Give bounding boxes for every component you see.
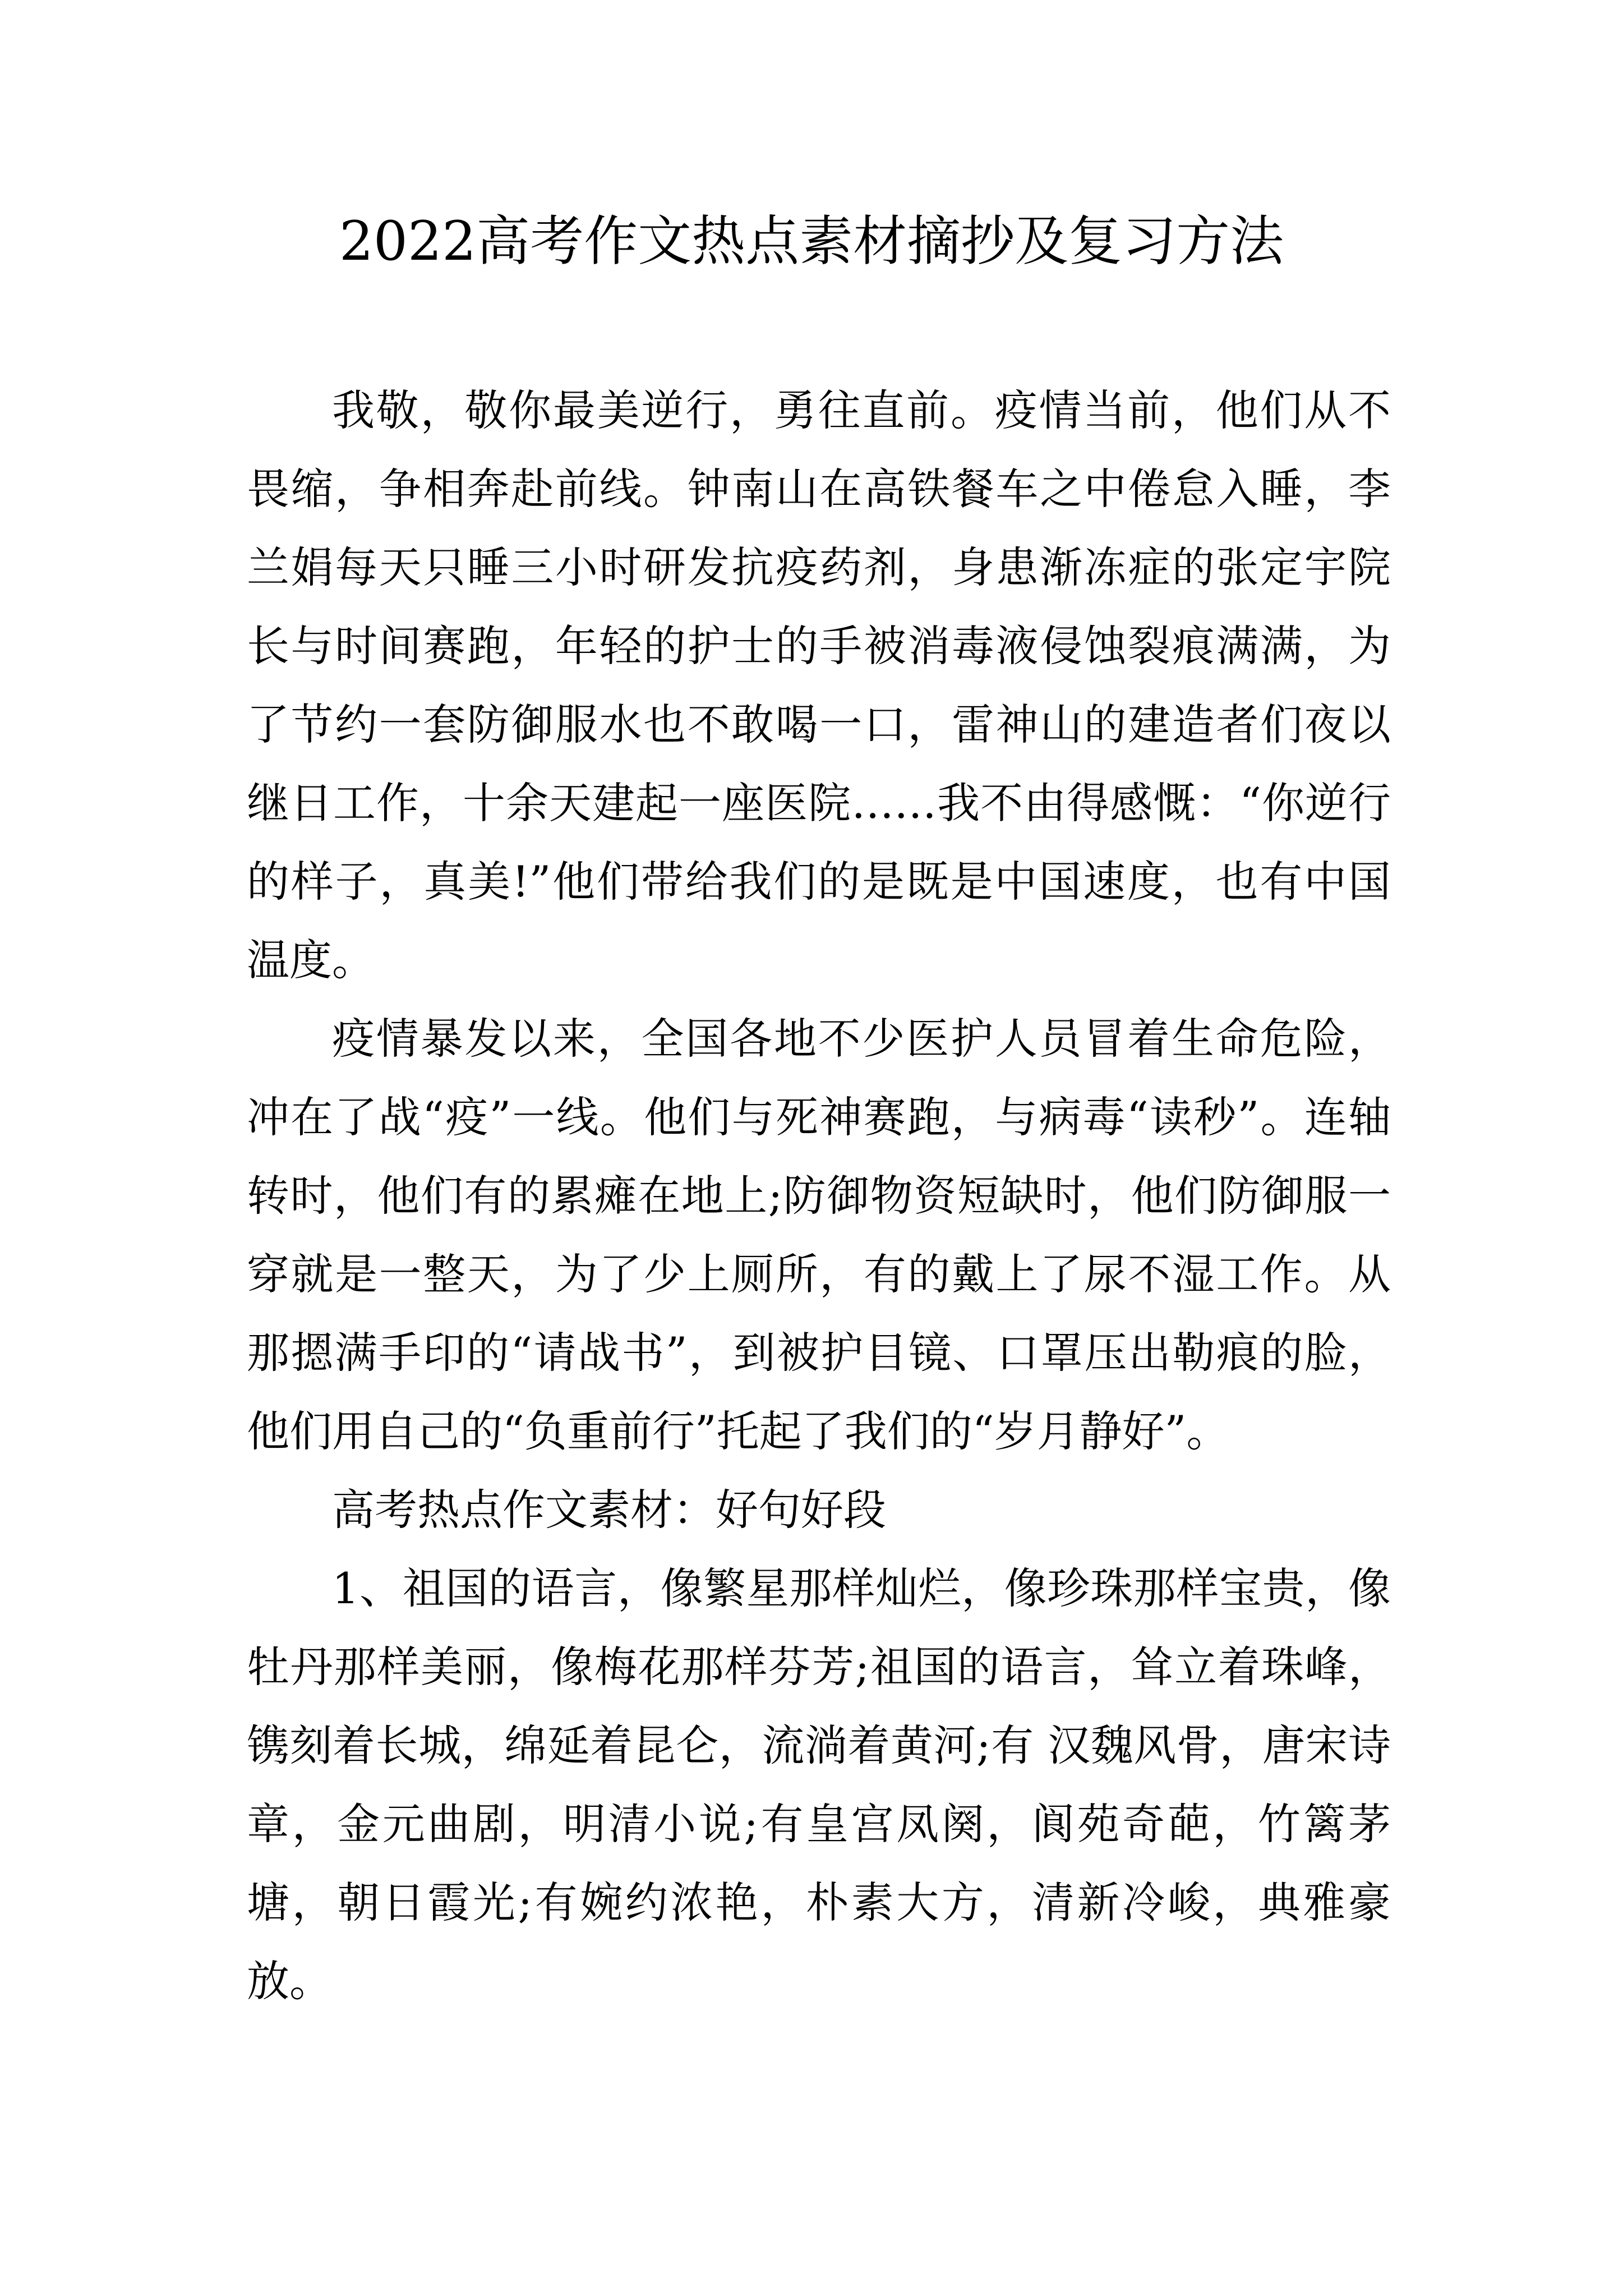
paragraph-language: 1、祖国的语言，像繁星那样灿烂，像珍珠那样宝贵，像牡丹那样美丽，像梅花那样芬芳;祖国的语言，耸立着珠峰，镌刻着长城，绵延着昆仑，流淌着黄河;有 汉魏风骨，唐宋诗章，金元曲剧，明清小说;有皇宫凤阕，阆苑奇葩，竹篱茅塘，朝日霞光;有婉约浓艳，朴素大方，清新冷峻，典雅豪放。 bbox=[247, 1563, 1391, 2006]
section-heading: 高考热点作文素材：好句好段 bbox=[332, 1485, 886, 1535]
paragraph-tribute: 我敬，敬你最美逆行，勇往直前。疫情当前，他们从不畏缩，争相奔赴前线。钟南山在高铁餐车之中倦怠入睡，李兰娟每天只睡三小时研发抗疫药剂，身患渐冻症的张定宇院长与时间赛跑，年轻的护士的手被消毒液侵蚀裂痕满满，为了节约一套防御服水也不敢喝一口，雷神山的建造者们夜以继日工作，十余天建起一座医院……我不由得感慨：“你逆行的样子，真美!”他们带给我们的是既是中国速度，也有中国温度。 bbox=[247, 385, 1391, 985]
paragraph-medical-staff: 疫情暴发以来，全国各地不少医护人员冒着生命危险，冲在了战“疫”一线。他们与死神赛跑，与病毒“读秒”。连轴转时，他们有的累瘫在地上;防御物资短缺时，他们防御服一穿就是一整天，为了少上厕所，有的戴上了尿不湿工作。从那摁满手印的“请战书”，到被护目镜、口罩压出勒痕的脸，他们用自己的“负重前行”托起了我们的“岁月静好”。 bbox=[247, 1014, 1391, 1456]
document-body bbox=[247, 371, 1391, 2021]
document-title: 2022高考作文热点素材摘抄及复习方法 bbox=[339, 210, 1284, 273]
